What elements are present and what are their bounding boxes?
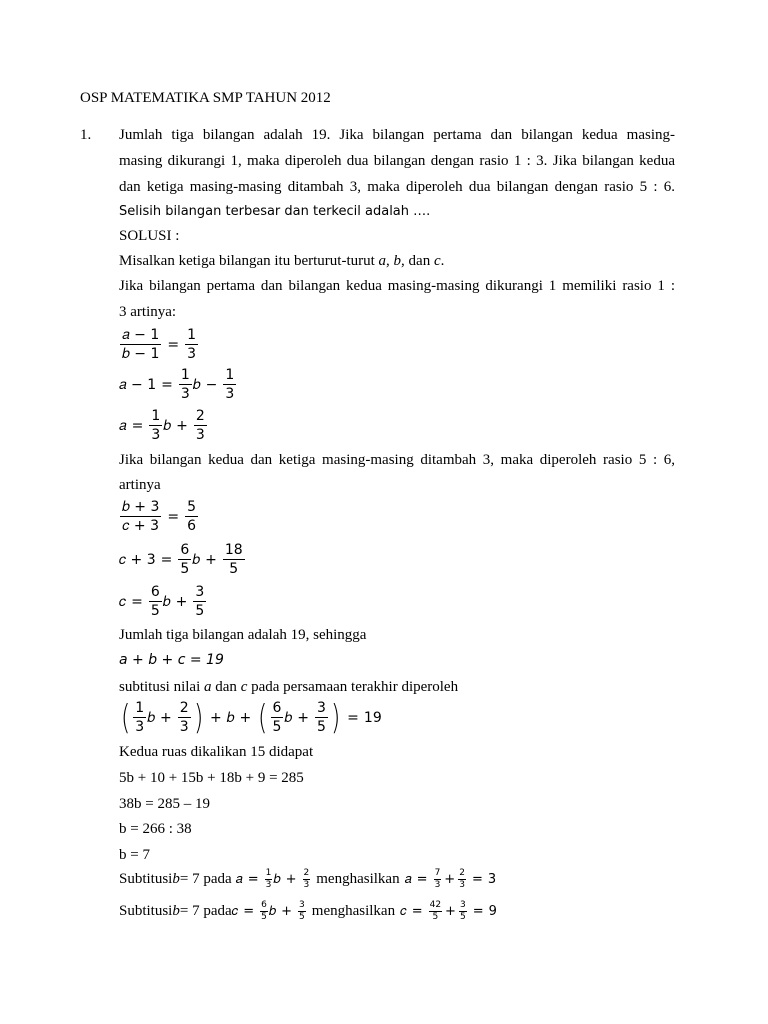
linear-step-3: b = 266 : 38 <box>119 821 192 837</box>
fraction: $\frac{2}{3}$ <box>303 868 310 890</box>
equation-a-step: 𝑎 − 1 = $\frac{1}{3}$ 𝑏 − $\frac{1}{3}$ <box>119 367 235 402</box>
fraction: $\frac{6}{5}$ <box>272 700 282 735</box>
fraction: $\frac{1}{3}$ <box>225 367 235 402</box>
fraction: $\frac{2}{3}$ <box>195 408 205 443</box>
fraction: $\frac{6}{5}$ <box>180 542 190 577</box>
misalkan-sep-1: , <box>386 253 394 269</box>
sub-c-pre: Subtitusi <box>119 903 173 919</box>
document-title: OSP MATEMATIKA SMP TAHUN 2012 <box>80 90 331 106</box>
substitution-c: Subtitusi b = 7 pada 𝑐 = $\frac{6}{5}$ 𝑏 + $\frac{3}{5}$ menghasilkan 𝑐 = $\frac{42}{5}$ + $\frac{3}{5}$ = 9 <box>119 900 497 922</box>
fraction: $\frac{6}{5}$ <box>261 900 267 922</box>
fraction: $\frac{3}{5}$ <box>299 900 305 922</box>
misalkan-line <box>119 252 675 270</box>
subtitusi-line <box>119 678 675 696</box>
sub-c-mid: menghasilkan <box>311 903 396 919</box>
linear-step-4: b = 7 <box>119 847 150 863</box>
para1-line-1: Jika bilangan pertama dan bilangan kedua masing-masing dikurangi 1 memiliki rasio 1 : <box>119 278 675 294</box>
fraction: $\frac{18}{5}$ <box>224 542 243 577</box>
subtitusi-mid: dan <box>211 679 241 695</box>
misalkan-sep-2: , dan <box>401 253 434 269</box>
linear-step-1: 5b + 10 + 15b + 18b + 9 = 285 <box>119 770 304 786</box>
var-c: c <box>240 679 248 695</box>
fraction: $\frac{7}{3}$ <box>434 868 441 890</box>
var-a: a <box>378 253 387 269</box>
substitution-a: Subtitusi b = 7 pada 𝑎 = $\frac{1}{3}$ 𝑏 + $\frac{2}{3}$ menghasilkan 𝑎 = $\frac{7}{3}$ + $\frac{2}{3}$ = 3 <box>119 868 497 890</box>
fraction: $\frac{1}{3}$ <box>187 327 197 362</box>
kedua-ruas-text: Kedua ruas dikalikan 15 didapat <box>119 744 314 760</box>
linear-step-2: 38b = 285 – 19 <box>119 796 210 812</box>
sub-c-eq: = 7 pada <box>179 903 232 919</box>
equation-c: 𝑐 = $\frac{6}{5}$ 𝑏 + $\frac{3}{5}$ <box>119 584 205 619</box>
fraction: $\frac{2}{3}$ <box>459 868 465 890</box>
misalkan-text: Misalkan ketiga bilangan itu berturut-turut <box>119 253 379 269</box>
sub-c-var: b <box>172 903 180 919</box>
equation-sum-text: a + b + c = 19 <box>119 652 224 668</box>
solusi-label: SOLUSI : <box>119 228 180 244</box>
sub-a-eq: = 7 pada <box>179 871 232 887</box>
fraction: $\frac{1}{3}$ <box>265 868 272 890</box>
var-c: c <box>433 253 441 269</box>
jumlah-text: Jumlah tiga bilangan adalah 19, sehingga <box>119 627 367 643</box>
fraction: $\frac{3}{5}$ <box>195 584 205 619</box>
fraction: $\frac{5}{6}$ <box>187 499 197 534</box>
para1-line-2: 3 artinya: <box>119 304 177 320</box>
fraction: $\frac{1}{3}$ <box>151 408 161 443</box>
question-line-3: dan ketiga masing-masing ditambah 3, maka diperoleh dua bilangan dengan rasio 5 : 6. <box>119 179 675 195</box>
fraction: $\frac{3}{5}$ <box>459 900 466 922</box>
fraction: $\frac{42}{5}$ <box>429 900 442 922</box>
fraction: $\frac{3}{5}$ <box>316 700 326 735</box>
equation-sum <box>119 651 224 669</box>
fraction: $\frac{1}{3}$ <box>135 700 145 735</box>
question-line-2: masing dikurangi 1, maka diperoleh dua bilangan dengan rasio 1 : 3. Jika bilangan kedua <box>119 153 675 169</box>
fraction: $\frac{2}{3}$ <box>179 700 189 735</box>
sub-a-mid: menghasilkan <box>316 871 400 887</box>
para2-line-1: Jika bilangan kedua dan ketiga masing-masing ditambah 3, maka diperoleh rasio 5 : 6, <box>119 452 675 468</box>
equation-ratio-ab: $\frac{\text{𝑎 − 1}}{\text{𝑏 − 1}}$ = $\frac{1}{3}$ <box>122 327 197 362</box>
equation-a: 𝑎 = $\frac{1}{3}$ 𝑏 + $\frac{2}{3}$ <box>119 408 205 443</box>
question-line-4: Selisih bilangan terbesar dan terkecil adalah …. <box>119 204 431 219</box>
sub-a-pre: Subtitusi <box>119 871 173 887</box>
equation-c-step: 𝑐 + 3 = $\frac{6}{5}$ 𝑏 + $\frac{18}{5}$ <box>119 542 243 577</box>
para2-line-2: artinya <box>119 477 161 493</box>
equation-ratio-bc: $\frac{\text{𝑏 + 3}}{\text{𝑐 + 3}}$ = $\frac{5}{6}$ <box>122 499 197 534</box>
question-line-1: Jumlah tiga bilangan adalah 19. Jika bilangan pertama dan bilangan kedua masing- <box>119 127 675 143</box>
fraction: $\frac{\text{𝑏 + 3}}{\text{𝑐 + 3}}$ <box>122 499 160 534</box>
fraction: $\frac{\text{𝑎 − 1}}{\text{𝑏 − 1}}$ <box>122 327 160 362</box>
var-b: b <box>393 253 402 269</box>
misalkan-end: . <box>440 253 445 269</box>
fraction: $\frac{1}{3}$ <box>180 367 190 402</box>
var-a: a <box>204 679 212 695</box>
sub-a-var: b <box>172 871 180 887</box>
subtitusi-post: pada persamaan terakhir diperoleh <box>247 679 459 695</box>
equation-substituted: ( $\frac{1}{3}$ 𝑏 + $\frac{2}{3}$ ) + 𝑏 + ( $\frac{6}{5}$ 𝑏 + $\frac{3}{5}$ ) = 19 <box>120 697 382 738</box>
fraction: $\frac{6}{5}$ <box>150 584 160 619</box>
question-number: 1. <box>80 127 92 143</box>
subtitusi-pre: subtitusi nilai <box>119 679 205 695</box>
